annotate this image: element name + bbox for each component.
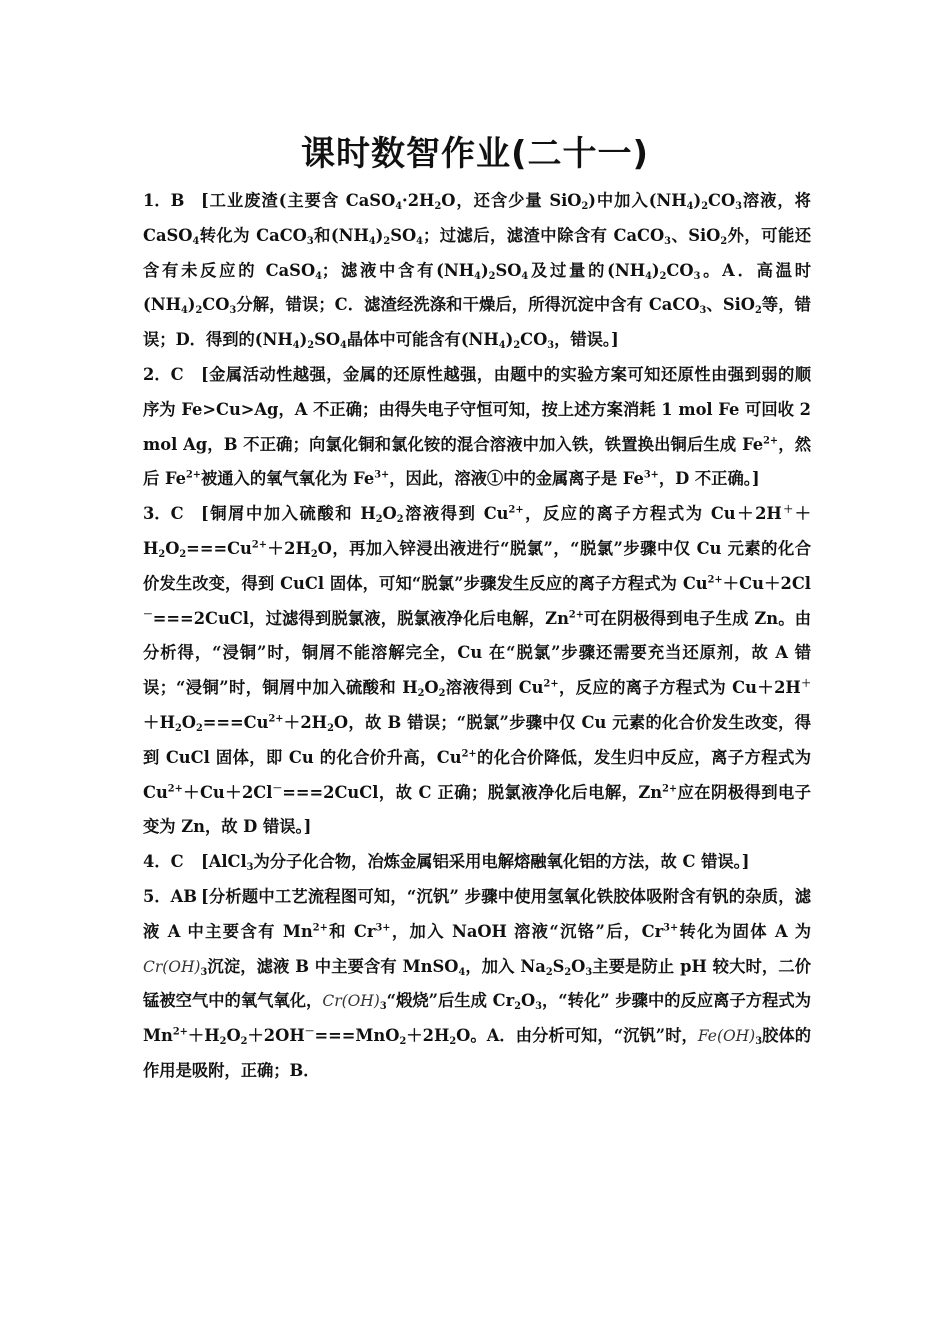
answer-explanation: [金属活动性越强，金属的还原性越强，由题中的实验方案可知还原性由强到弱的顺序为 Fe>Cu>Ag，A 不正确；由得失电子守恒可知，按上述方案消耗 1 mol Fe 可回收 2 mol Ag，B 不正确；向氯化铜和氯化铵的混合溶液中加入铁，铁置换出铜后生成 $Fe^{2+}$，然后 $Fe^{2+}$被通入的氧气氧化为 $Fe^{3+}$，因此，溶液①中的金属离子是 $Fe^{3+}$，D 不正确。] <box>143 364 811 489</box>
answer-number: 1．B <box>143 191 185 210</box>
answer-number: 4．C <box>143 852 184 872</box>
answer-number: 5．AB <box>143 886 198 906</box>
answer-item-2 <box>143 358 811 497</box>
answer-list <box>143 184 811 1089</box>
answer-item-3 <box>143 497 811 845</box>
answer-explanation: [分析题中工艺流程图可知，“沉钒” 步骤中使用氢氧化铁胶体吸附含有钒的杂质，滤液 A 中主要含有 $Mn^{2+}$和 $Cr^{3+}$，加入 NaOH 溶液“沉铬”后，$Cr^{3+}$转化为固体 A 为$Cr(OH)_3$沉淀，滤液 B 中主要含有 MnSO$_4$，加入 $Na_2S_2O_3$主要是防止 pH 较大时，二价锰被空气中的氧气氧化，$Cr(OH)_3“$煅烧”后生成 $Cr_2O_3$，“转化” 步骤中的反应离子方程式为 $Mn^{2+}+H_2O_2+2OH^-===MnO_2+2H_2O$。A．由分析可知，“沉钒”时，$Fe(OH)_3$胶体的作用是吸附，正确；B． <box>143 886 811 1080</box>
answer-item-1 <box>143 184 811 358</box>
answer-number: 2．C <box>143 364 184 384</box>
answer-item-4 <box>143 845 811 880</box>
answer-item-5 <box>143 880 811 1089</box>
answer-number: 3．C <box>143 504 184 524</box>
answer-explanation: [AlCl$_3$为分子化合物，冶炼金属铝采用电解熔融氧化铝的方法，故 C 错误。] <box>201 852 750 874</box>
answer-explanation: [铜屑中加入硫酸和 $H_2O_2$溶液得到 $Cu^{2+}$，反应的离子方程式为 $Cu+2H^++H_2O_2===Cu^{2+}+2H_2O$，再加入锌浸出液进行“脱氯”，“脱氯”步骤中仅 Cu 元素的化合价发生改变，得到 CuCl 固体，可知“脱氯”步骤发生反应的离子方程式为 $Cu^{2+}+Cu+2Cl^-===2CuCl$，过滤得到脱氯液，脱氯液净化后电解，$Zn^{2+}$可在阴极得到电子生成 Zn。由分析得，“浸铜”时，铜屑不能溶解完全，Cu 在“脱氯”步骤还需要充当还原剂，故 A 错误；“浸铜”时，铜屑中加入硫酸和 $H_2O_2$溶液得到 $Cu^{2+}$，反应的离子方程式为 $Cu+2H^++H_2O_2===Cu^{2+}+2H_2O$，故 B 错误；“脱氯”步骤中仅 Cu 元素的化合价发生改变，得到 CuCl 固体，即 Cu 的化合价升高，$Cu^{2+}$的化合价降低，发生归中反应，离子方程式为 $Cu^{2+}+Cu+2Cl^-===2CuCl$，故 C 正确；脱氯液净化后电解，$Zn^{2+}$应在阴极得到电子变为 Zn，故 D 错误。] <box>143 504 812 837</box>
answer-explanation: [工业废渣(主要含 $CaSO_4\cdot 2H_2O$，还含少量 SiO$_2$)中加入$(NH_4)_2CO_3$溶液，将 CaSO$_4$转化为 CaCO$_3$和$(NH_4)_2SO_4$；过滤后，滤渣中除含有 CaCO$_3$、SiO$_2$外，可能还含有未反应的 CaSO$_4$；滤液中含有$(NH_4)_2SO_4$及过量的$(NH_4)_2CO_3$。A．高温时$(NH_4)_2CO_3$分解，错误；C．滤渣经洗涤和干燥后，所得沉淀中含有 CaCO$_3$、SiO$_2$等，错误；D．得到的$(NH_4)_2SO_4$晶体中可能含有$(NH_4)_2CO_3$，错误。] <box>143 191 811 352</box>
page-title: 课时数智作业(二十一) <box>300 134 650 174</box>
